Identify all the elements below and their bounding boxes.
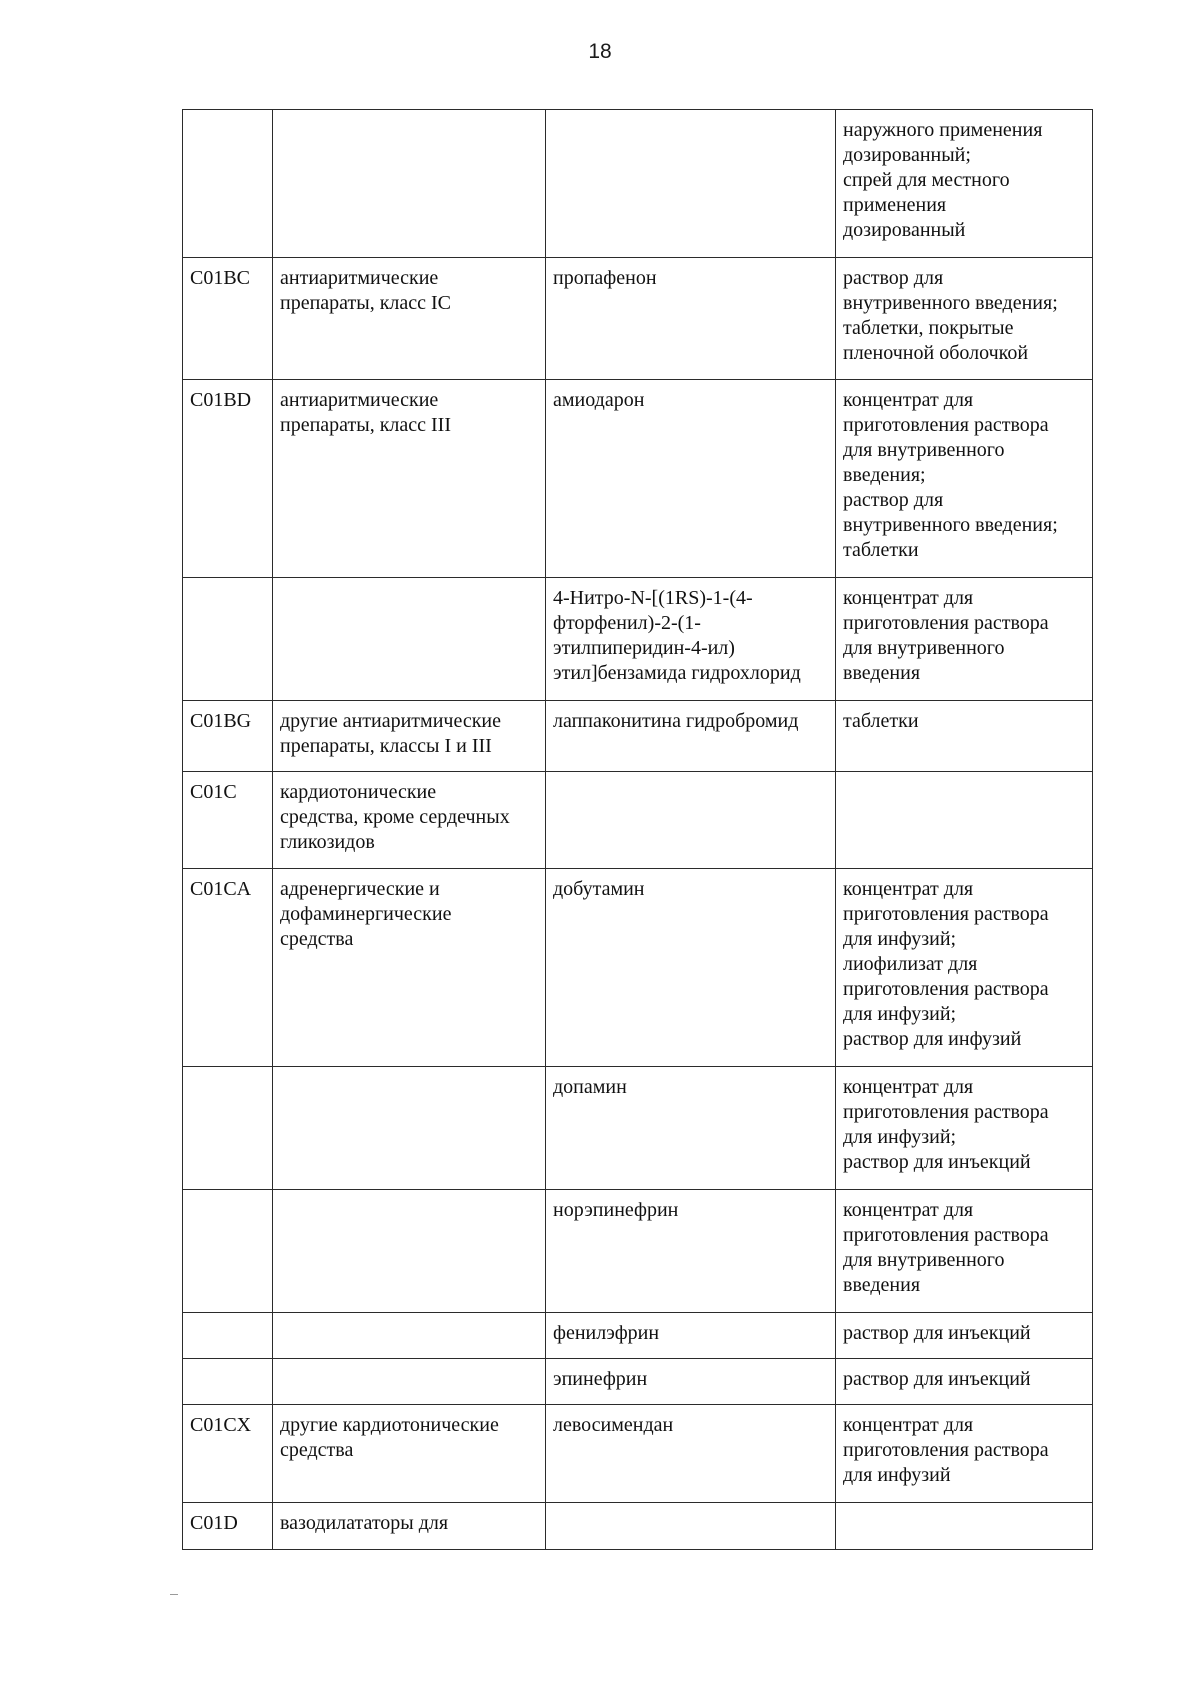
drug-name-line: пропафенон (553, 267, 657, 289)
drug-name-cell (546, 258, 836, 380)
drug-name-cell (546, 110, 836, 258)
dosage-form-line: введения (843, 1274, 921, 1296)
drug-name-cell (546, 869, 836, 1067)
dosage-form-line: таблетки (843, 710, 919, 732)
dosage-form-line: раствор для инфузий (843, 1028, 1022, 1050)
drug-name-cell (546, 1405, 836, 1503)
drug-name-line: этилпиперидин-4-ил) (553, 637, 735, 659)
dosage-form-line: приготовления раствора (843, 903, 1049, 925)
dosage-form-line: для внутривенного (843, 439, 1005, 461)
dosage-form-cell (836, 258, 1093, 380)
anatomical-group-cell (273, 869, 546, 1067)
drug-name-cell (546, 701, 836, 772)
dosage-form-line: таблетки (843, 539, 919, 561)
dosage-form-line: приготовления раствора (843, 1101, 1049, 1123)
anatomical-group-cell (273, 1405, 546, 1503)
dosage-form-line: концентрат для (843, 587, 974, 609)
dosage-form-cell (836, 869, 1093, 1067)
anatomical-group-cell (273, 1190, 546, 1313)
drug-name-line: добутамин (553, 878, 645, 900)
anatomical-group-line: антиаритмические (280, 267, 439, 289)
anatomical-group-line: препараты, классы I и III (280, 735, 492, 757)
anatomical-group-cell (273, 1067, 546, 1190)
atc-code-cell: C01BC (183, 258, 273, 380)
anatomical-group-line: антиаритмические (280, 389, 439, 411)
table-body (183, 110, 1093, 1550)
dosage-form-cell (836, 701, 1093, 772)
atc-code-cell (183, 1067, 273, 1190)
page-mark (170, 1594, 178, 1595)
table-row (183, 380, 1093, 578)
dosage-form-line: раствор для (843, 489, 944, 511)
dosage-form-line: раствор для (843, 267, 944, 289)
dosage-form-line: приготовления раствора (843, 978, 1049, 1000)
dosage-form-line: раствор для инъекций (843, 1151, 1031, 1173)
atc-code-cell (183, 110, 273, 258)
dosage-form-line: раствор для инъекций (843, 1322, 1031, 1344)
atc-code-cell: C01CA (183, 869, 273, 1067)
dosage-form-line: для инфузий; (843, 1126, 957, 1148)
drug-name-line: 4-Нитро-N-[(1RS)-1-(4- (553, 587, 753, 609)
anatomical-group-line: другие антиаритмические (280, 710, 502, 732)
dosage-form-line: раствор для инъекций (843, 1368, 1031, 1390)
drug-name-cell (546, 772, 836, 869)
anatomical-group-cell (273, 578, 546, 701)
drug-name-line: лаппаконитина гидробромид (553, 710, 799, 732)
dosage-form-line: для инфузий; (843, 928, 957, 950)
dosage-form-line: дозированный; (843, 144, 971, 166)
drug-name-cell (546, 1503, 836, 1550)
page-number: 18 (588, 40, 612, 63)
table-row (183, 1190, 1093, 1313)
anatomical-group-line: другие кардиотонические (280, 1414, 499, 1436)
anatomical-group-line: кардиотонические (280, 781, 437, 803)
dosage-form-line: таблетки, покрытые (843, 317, 1014, 339)
dosage-form-line: введения (843, 662, 921, 684)
table-row (183, 1405, 1093, 1503)
anatomical-group-line: препараты, класс III (280, 414, 452, 436)
dosage-form-line: приготовления раствора (843, 1224, 1049, 1246)
dosage-form-line: для инфузий (843, 1464, 951, 1486)
dosage-form-line: введения; (843, 464, 926, 486)
table-row (183, 578, 1093, 701)
dosage-form-cell (836, 1405, 1093, 1503)
dosage-form-line: спрей для местного (843, 169, 1010, 191)
table-row (183, 869, 1093, 1067)
anatomical-group-line: средства (280, 928, 354, 950)
dosage-form-cell (836, 1190, 1093, 1313)
dosage-form-cell (836, 578, 1093, 701)
table-row (183, 701, 1093, 772)
anatomical-group-line: гликозидов (280, 831, 375, 853)
drug-name-line: левосимендан (553, 1414, 674, 1436)
dosage-form-cell (836, 1359, 1093, 1405)
dosage-form-line: для инфузий; (843, 1003, 957, 1025)
dosage-form-line: для внутривенного (843, 637, 1005, 659)
drug-name-line: амиодарон (553, 389, 645, 411)
anatomical-group-cell (273, 1313, 546, 1359)
atc-code-cell: C01C (183, 772, 273, 869)
dosage-form-cell (836, 1067, 1093, 1190)
dosage-form-cell (836, 1503, 1093, 1550)
dosage-form-line: пленочной оболочкой (843, 342, 1029, 364)
anatomical-group-line: препараты, класс IC (280, 292, 452, 314)
anatomical-group-cell (273, 1359, 546, 1405)
table-row (183, 1313, 1093, 1359)
dosage-form-line: внутривенного введения; (843, 514, 1058, 536)
anatomical-group-line: вазодилататоры для (280, 1512, 449, 1534)
drug-name-line: норэпинефрин (553, 1199, 679, 1221)
drug-name-cell (546, 1067, 836, 1190)
atc-code-cell (183, 1359, 273, 1405)
dosage-form-line: лиофилизат для (843, 953, 978, 975)
dosage-form-line: концентрат для (843, 1414, 974, 1436)
drug-name-cell (546, 578, 836, 701)
dosage-form-line: дозированный (843, 219, 966, 241)
anatomical-group-cell (273, 772, 546, 869)
table-row (183, 110, 1093, 258)
drug-name-line: допамин (553, 1076, 627, 1098)
drug-name-line: фторфенил)-2-(1- (553, 612, 701, 634)
atc-code-cell (183, 578, 273, 701)
anatomical-group-line: дофаминергические (280, 903, 452, 925)
drug-name-cell (546, 1313, 836, 1359)
table-row (183, 1067, 1093, 1190)
dosage-form-line: для внутривенного (843, 1249, 1005, 1271)
dosage-form-line: применения (843, 194, 947, 216)
anatomical-group-cell (273, 701, 546, 772)
anatomical-group-line: средства, кроме сердечных (280, 806, 510, 828)
dosage-form-line: приготовления раствора (843, 1439, 1049, 1461)
dosage-form-line: концентрат для (843, 878, 974, 900)
anatomical-group-cell (273, 380, 546, 578)
drug-name-line: этил]бензамида гидрохлорид (553, 662, 801, 684)
drug-name-line: фенилэфрин (553, 1322, 660, 1344)
table-row (183, 772, 1093, 869)
table-row (183, 258, 1093, 380)
anatomical-group-line: средства (280, 1439, 354, 1461)
dosage-form-line: приготовления раствора (843, 612, 1049, 634)
atc-code-cell: C01BD (183, 380, 273, 578)
atc-code-cell: C01CX (183, 1405, 273, 1503)
drug-name-cell (546, 1359, 836, 1405)
dosage-form-line: внутривенного введения; (843, 292, 1058, 314)
dosage-form-line: концентрат для (843, 389, 974, 411)
anatomical-group-cell (273, 110, 546, 258)
table-row (183, 1359, 1093, 1405)
anatomical-group-cell (273, 1503, 546, 1550)
atc-code-cell (183, 1190, 273, 1313)
dosage-form-line: концентрат для (843, 1076, 974, 1098)
dosage-form-cell (836, 380, 1093, 578)
dosage-form-line: наружного применения (843, 119, 1043, 141)
atc-code-cell: C01D (183, 1503, 273, 1550)
dosage-form-cell (836, 1313, 1093, 1359)
dosage-form-line: приготовления раствора (843, 414, 1049, 436)
drug-name-cell (546, 380, 836, 578)
atc-code-cell (183, 1313, 273, 1359)
drug-name-cell (546, 1190, 836, 1313)
table-row (183, 1503, 1093, 1550)
dosage-form-cell (836, 110, 1093, 258)
drug-name-line: эпинефрин (553, 1368, 648, 1390)
dosage-form-cell (836, 772, 1093, 869)
drug-table (182, 109, 1093, 1550)
anatomical-group-line: адренергические и (280, 878, 440, 900)
atc-code-cell: C01BG (183, 701, 273, 772)
dosage-form-line: концентрат для (843, 1199, 974, 1221)
anatomical-group-cell (273, 258, 546, 380)
